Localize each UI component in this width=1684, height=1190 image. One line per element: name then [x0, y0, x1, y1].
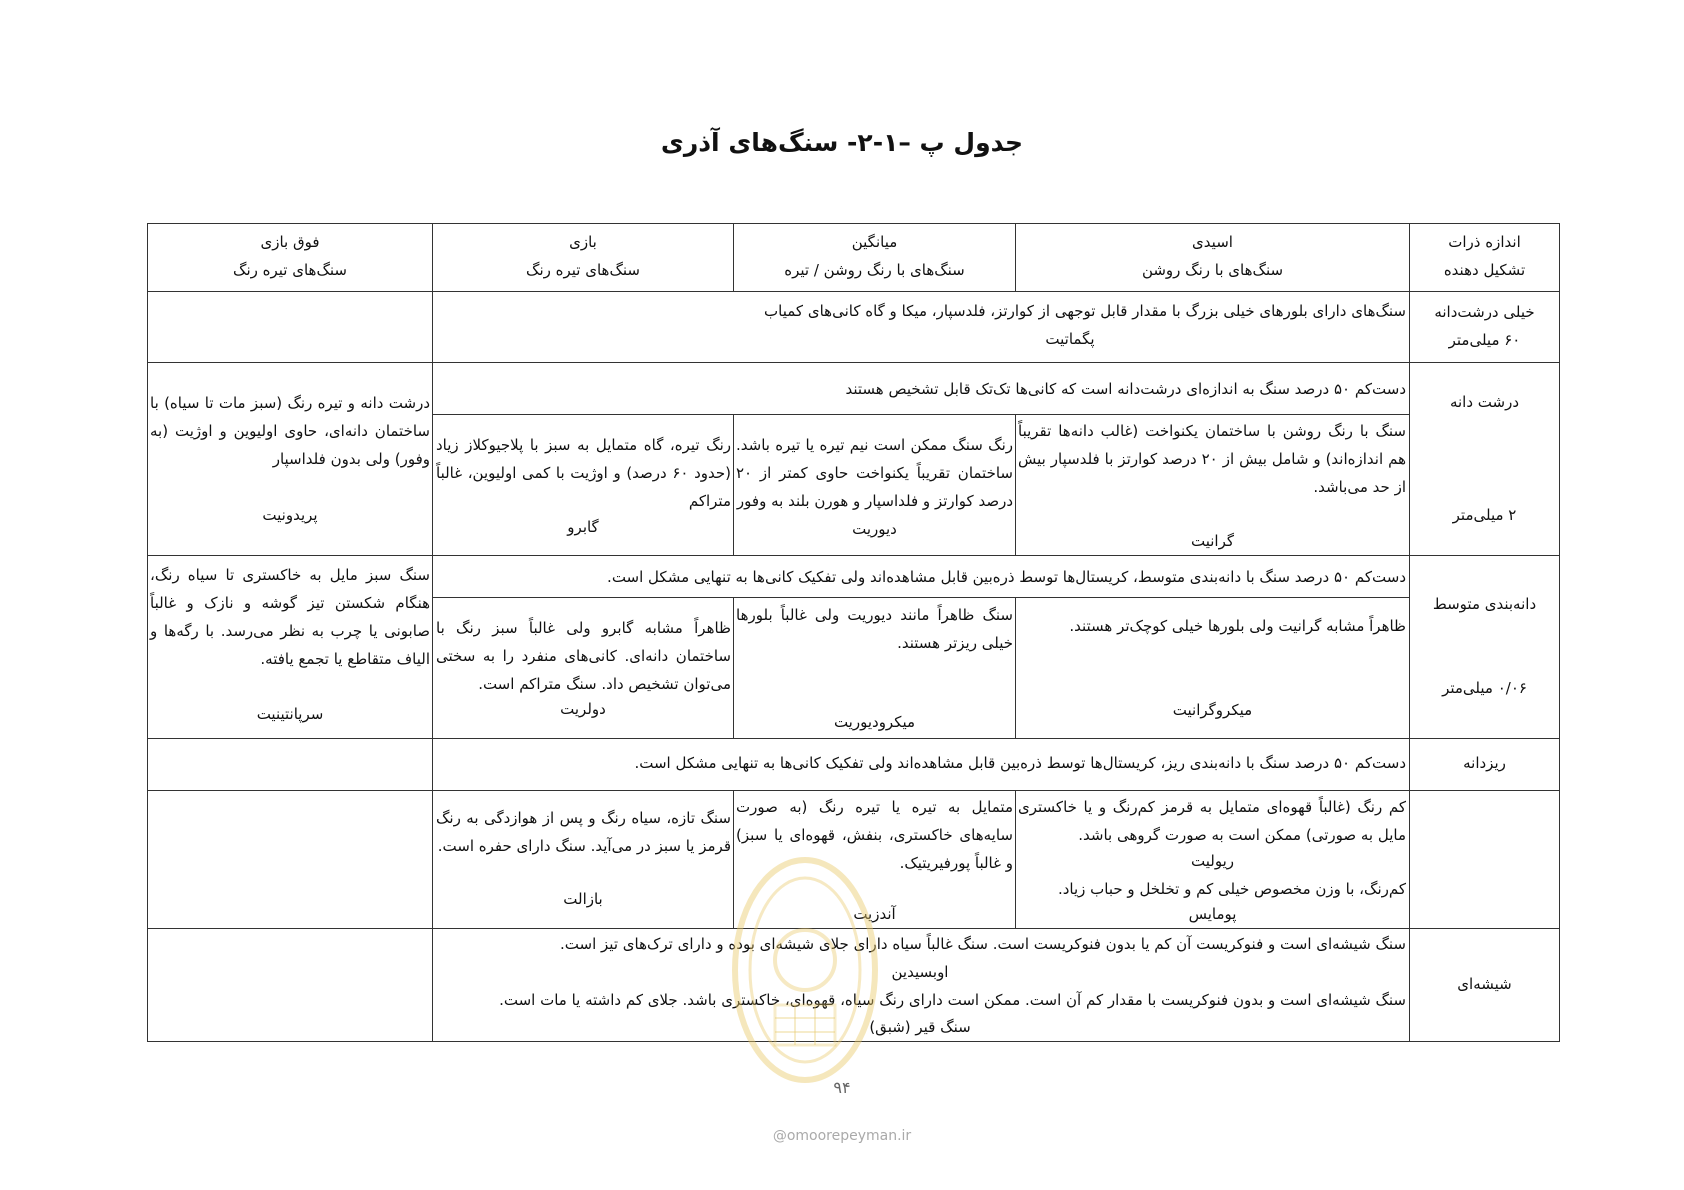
size-coarse: درشت دانه — [1449, 393, 1520, 411]
size-fine: ریزدانه — [1463, 754, 1506, 772]
size-coarse-mm: ۲ میلی‌متر — [1452, 506, 1517, 524]
serpentinite-label: سرپانتینیت — [256, 705, 324, 723]
obsidian-desc: سنگ شیشه‌ای است و فنوکریست آن کم یا بدون فنوکریست است. سنگ غالباً سیاه دارای جلای شیشه‌ای بوده و دارای ترک‌های تیز است. — [560, 935, 1406, 953]
dolerite-desc: ظاهراً مشابه گابرو ولی غالباً سبز رنگ با ساختمان دانه‌ای. کانی‌های منفرد را به سختی می‌توان تشخیص داد. سنگ متراکم است. — [436, 619, 731, 693]
header-size: اندازه ذرات تشکیل دهنده — [1443, 233, 1526, 279]
obsidian-label: اوبسیدین — [891, 963, 949, 981]
gabbro-label: گابرو — [567, 518, 599, 536]
diorite-label: دیوریت — [852, 520, 897, 538]
dolerite-label: دولریت — [560, 700, 606, 718]
watermark-seal-icon — [730, 855, 880, 1085]
microdiorite-label: میکرودیوریت — [833, 713, 916, 731]
microdiorite-desc: سنگ ظاهراً مانند دیوریت ولی غالباً بلورها خیلی ریزتر هستند. — [736, 606, 1013, 652]
basalt-label: بازالت — [563, 890, 603, 908]
size-medium-mm: ۰/۰۶ میلی‌متر — [1442, 679, 1527, 697]
peridotite-desc: درشت دانه و تیره رنگ (سبز مات تا سیاه) با ساختمان دانه‌ای، حاوی اولیوین و اوژیت (به وفور) ولی بدون فلداسپار — [150, 394, 430, 468]
very-coarse-desc: سنگ‌های دارای بلورهای خیلی بزرگ با مقدار قابل توجهی از کوارتز، فلدسپار، میکا و گاه کانی‌های کمیاب پگماتیت — [734, 297, 1406, 353]
page-number: ۹۴ — [833, 1078, 851, 1097]
rhyolite-label: ریولیت — [1191, 852, 1234, 870]
basalt-desc: سنگ تازه، سیاه رنگ و پس از هوازدگی به رنگ قرمز یا سبز در می‌آید. سنگ دارای حفره است. — [436, 809, 731, 855]
pitchstone-desc: سنگ شیشه‌ای است و بدون فنوکریست با مقدار کم آن است. ممکن است دارای رنگ سیاه، قهوه‌ای، خاکستری باشد. جلای کم داشته یا مات است. — [499, 991, 1406, 1009]
microgranite-label: میکروگرانیت — [1172, 701, 1253, 719]
size-glassy: شیشه‌ای — [1457, 975, 1512, 993]
gabbro-desc: رنگ تیره، گاه متمایل به سبز با پلاجیوکلاز زیاد (حدود ۶۰ درصد) و اوژیت با کمی اولیوین، غالباً متراکم — [436, 436, 731, 510]
rhyolite-desc: کم رنگ (غالباً قهوه‌ای متمایل به قرمز کم‌رنگ و یا خاکستری مایل به صورتی) ممکن است به صورت گروهی باشد. — [1018, 798, 1406, 844]
size-medium: دانه‌بندی متوسط — [1432, 595, 1537, 613]
medium-general: دست‌کم ۵۰ درصد سنگ با دانه‌بندی متوسط، کریستال‌ها توسط ذره‌بین قابل مشاهده‌اند ولی تفکیک کانی‌ها به تنهایی مشکل است. — [607, 568, 1406, 586]
page-title: جدول پ –۱-۲- سنگ‌های آذری — [660, 128, 1024, 157]
microgranite-desc: ظاهراً مشابه گرانیت ولی بلورها خیلی کوچک‌تر هستند. — [1069, 617, 1406, 635]
watermark-site: @omoorepeyman.ir — [772, 1128, 912, 1144]
granite-label: گرانیت — [1190, 532, 1234, 550]
header-basic: بازی سنگ‌های تیره رنگ — [526, 233, 640, 279]
header-ultrabasic: فوق بازی سنگ‌های تیره رنگ — [233, 233, 347, 279]
andesite-desc: متمایل به تیره یا تیره رنگ (به صورت سایه‌های خاکستری، بنفش، قهوه‌ای یا سبز) و غالباً پورفیریتیک. — [736, 798, 1013, 872]
serpentinite-desc: سنگ سبز مایل به خاکستری تا سیاه رنگ، هنگام شکستن تیز گوشه و نازک و غالباً صابونی یا چرب به نظر می‌رسد. با رگه‌ها و الیاف متقاطع یا تجمع یافته. — [150, 566, 430, 668]
andesite-label: آندزیت — [853, 905, 896, 923]
size-very-coarse: خیلی درشت‌دانه ۶۰ میلی‌متر — [1434, 303, 1535, 349]
coarse-general: دست‌کم ۵۰ درصد سنگ به اندازه‌ای درشت‌دانه است که کانی‌ها تک‌تک قابل تشخیص هستند — [845, 380, 1406, 398]
pegmatite-label: پگماتیت — [1045, 330, 1095, 348]
diorite-desc: رنگ سنگ ممکن است نیم تیره یا تیره باشد. ساختمان تقریباً یکنواخت حاوی کمتر از ۲۰ درصد کوارتز و فلداسپار و هورن بلند به وفور — [736, 436, 1013, 510]
header-acid: اسیدی سنگ‌های با رنگ روشن — [1141, 233, 1284, 279]
granite-desc: سنگ با رنگ روشن با ساختمان یکنواخت (غالب دانه‌ها تقریباً هم اندازه‌اند) و شامل بیش از ۲۰ درصد کوارتز با فلدسپار بیش از حد می‌باشد. — [1018, 422, 1406, 496]
fine-general: دست‌کم ۵۰ درصد سنگ با دانه‌بندی ریز، کریستال‌ها توسط ذره‌بین قابل مشاهده‌اند ولی تفکیک کانی‌ها به تنهایی مشکل است. — [634, 754, 1406, 772]
pumice-desc: کم‌رنگ، با وزن مخصوص خیلی کم و تخلخل و حباب زیاد. — [1057, 880, 1406, 898]
peridotite-label: پریدونیت — [262, 506, 318, 524]
header-intermediate: میانگین سنگ‌های با رنگ روشن / تیره — [784, 233, 965, 279]
pumice-label: پومایس — [1188, 905, 1237, 923]
pitchstone-label: سنگ قیر (شبق) — [869, 1018, 971, 1036]
